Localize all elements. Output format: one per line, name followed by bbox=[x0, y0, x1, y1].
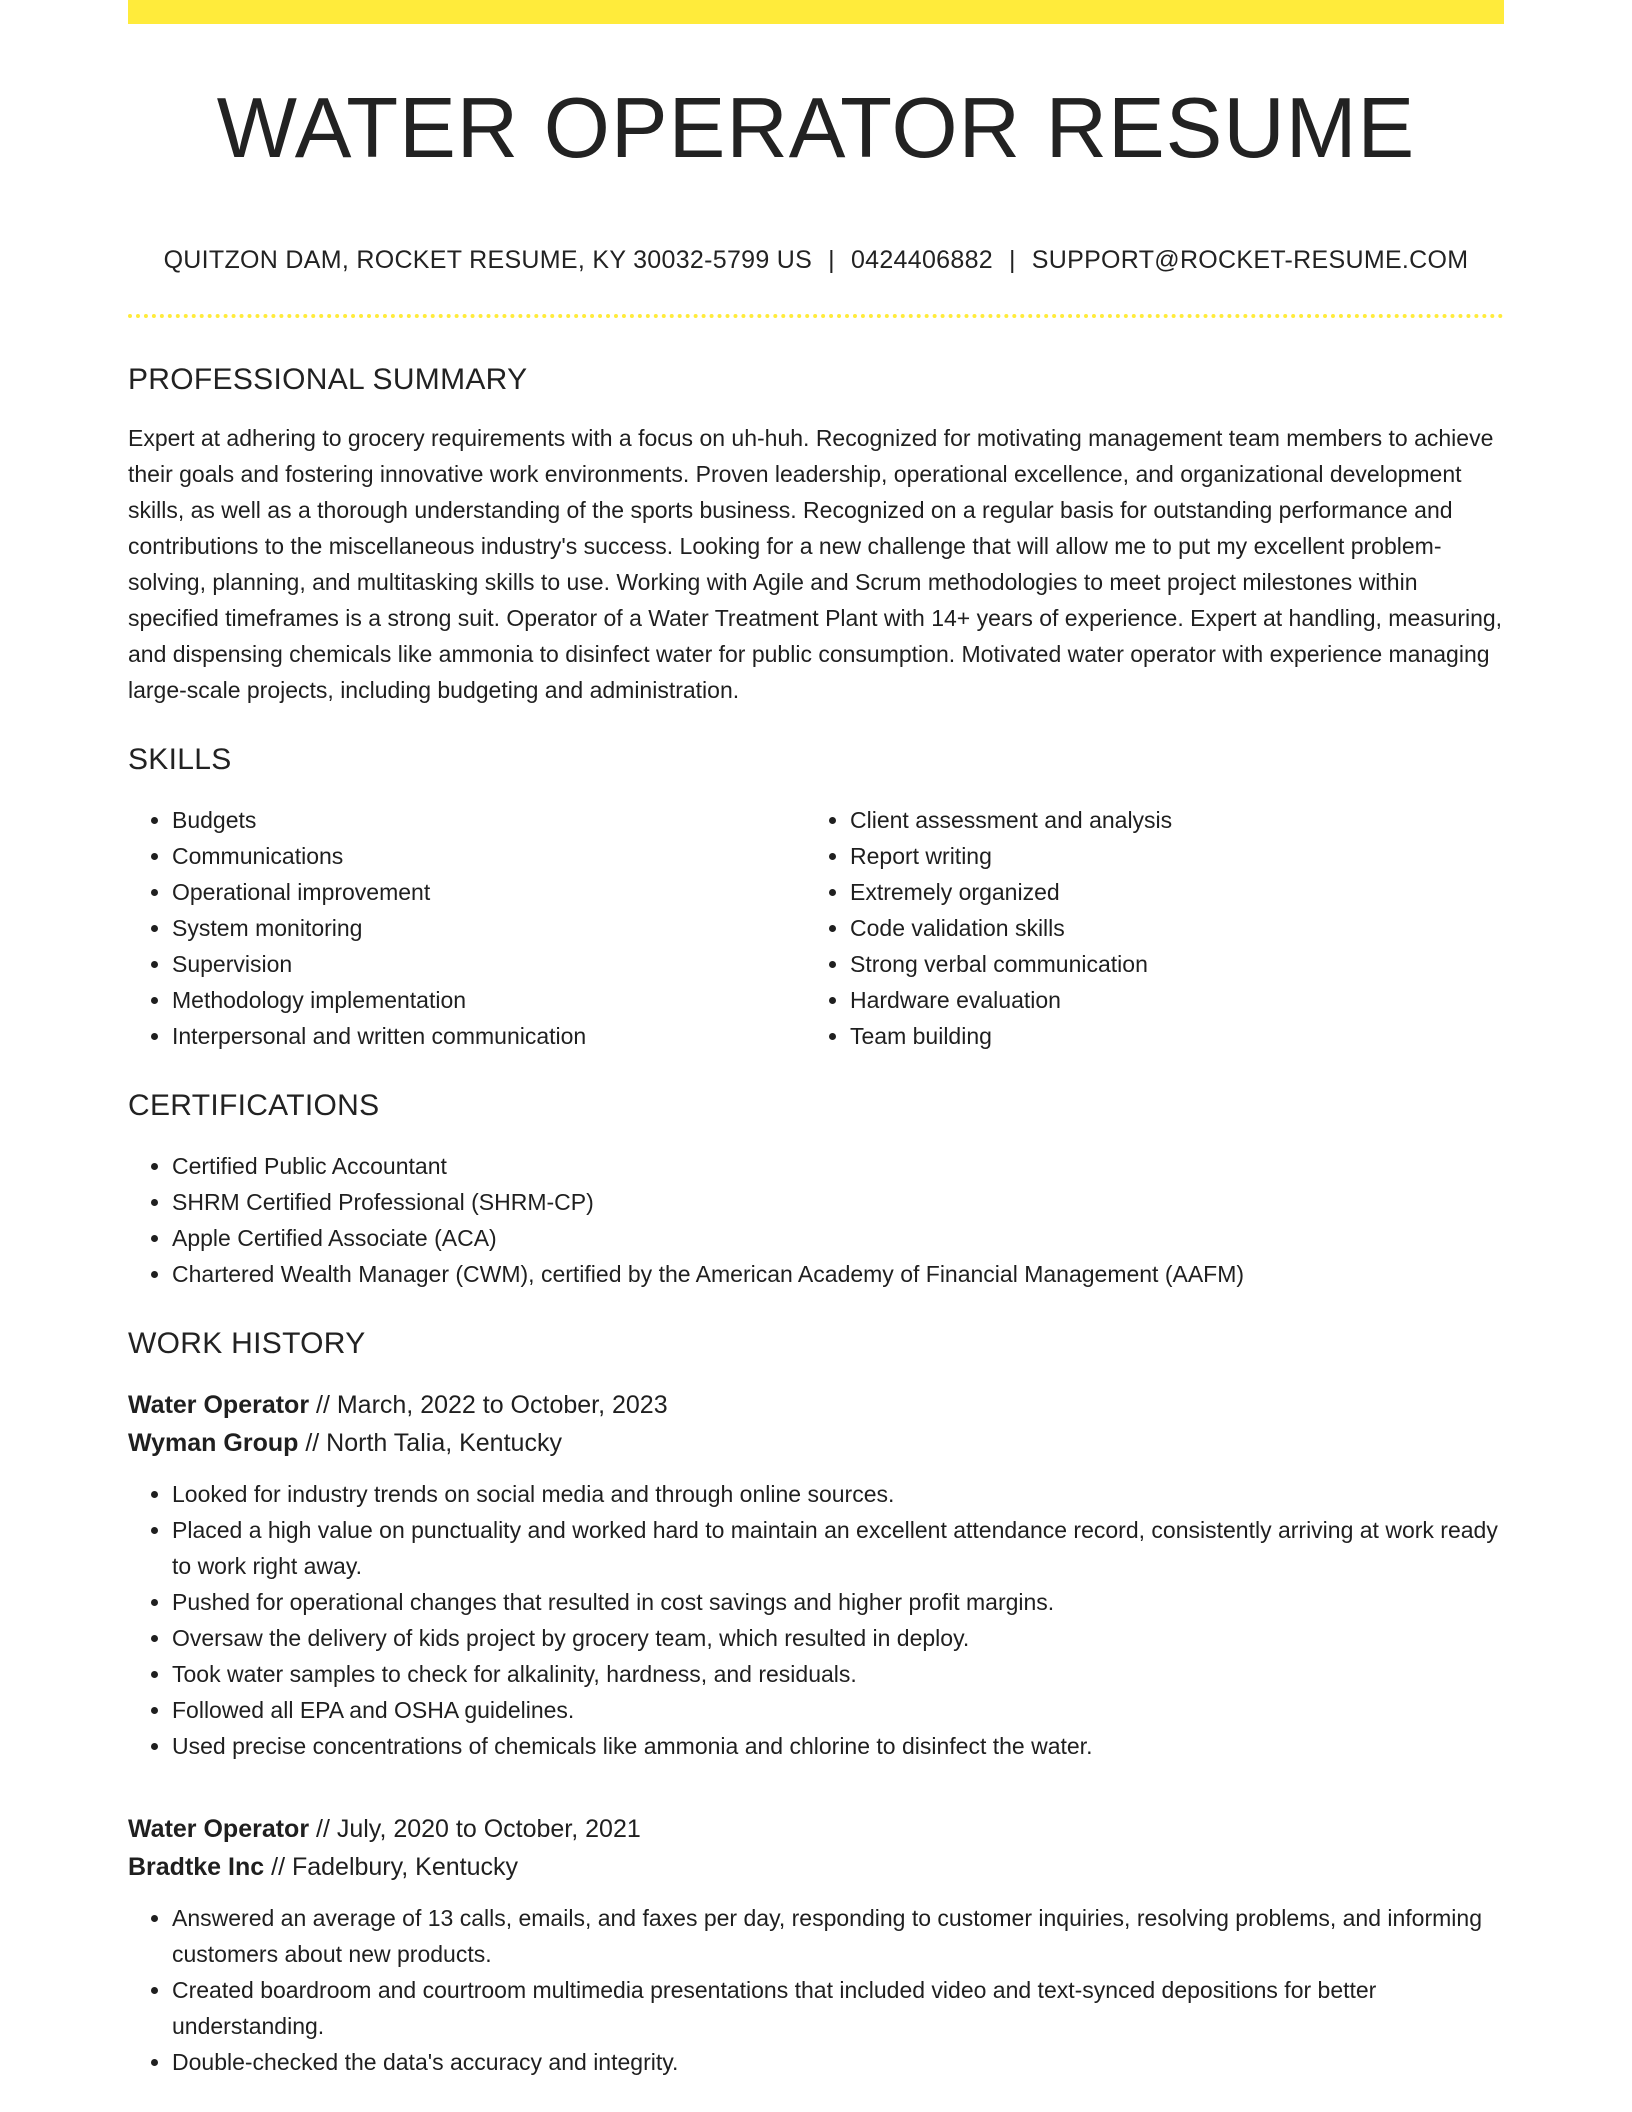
skill-item: • Hardware evaluation bbox=[850, 982, 1500, 1018]
job-bullets bbox=[128, 1900, 1504, 2080]
certification-item: • Certified Public Accountant bbox=[172, 1148, 1504, 1184]
skill-item: • Team building bbox=[850, 1018, 1500, 1054]
job-bullet: • Double-checked the data's accuracy and integrity. bbox=[172, 2044, 1504, 2080]
job-bullet: • Created boardroom and courtroom multimedia presentations that included video and text-synced depositions for better understanding. bbox=[172, 1972, 1504, 2044]
dotted-divider bbox=[128, 314, 1504, 318]
work-history-heading: WORK HISTORY bbox=[128, 1327, 366, 1360]
contact-separator: | bbox=[1008, 246, 1016, 274]
skills-heading: SKILLS bbox=[128, 743, 232, 776]
job-company-line bbox=[128, 1424, 1504, 1462]
skill-item: • System monitoring bbox=[172, 910, 806, 946]
job-bullet: • Used precise concentrations of chemicals like ammonia and chlorine to disinfect the water. bbox=[172, 1728, 1504, 1764]
certification-item: • SHRM Certified Professional (SHRM-CP) bbox=[172, 1184, 1504, 1220]
job-bullet: • Placed a high value on punctuality and worked hard to maintain an excellent attendance record, consistently arriving at work ready to work right away. bbox=[172, 1512, 1504, 1584]
job-title: Water Operator bbox=[128, 1815, 310, 1843]
job-dates: // July, 2020 to October, 2021 bbox=[309, 1815, 641, 1843]
job-bullet: • Pushed for operational changes that resulted in cost savings and higher profit margins. bbox=[172, 1584, 1504, 1620]
contact-separator: | bbox=[828, 246, 835, 274]
skill-item: • Communications bbox=[172, 838, 806, 874]
job-bullets bbox=[128, 1476, 1504, 1764]
skill-item: • Client assessment and analysis bbox=[850, 802, 1500, 838]
job-entry bbox=[128, 1386, 1504, 1764]
skill-item: • Operational improvement bbox=[172, 874, 806, 910]
job-bullet: • Took water samples to check for alkalinity, hardness, and residuals. bbox=[172, 1656, 1504, 1692]
job-location: // Fadelbury, Kentucky bbox=[264, 1853, 518, 1881]
skill-item: • Methodology implementation bbox=[172, 982, 806, 1018]
job-bullet: • Looked for industry trends on social media and through online sources. bbox=[172, 1476, 1504, 1512]
job-dates: // March, 2022 to October, 2023 bbox=[309, 1391, 668, 1419]
skill-item: • Report writing bbox=[850, 838, 1500, 874]
skill-item: • Interpersonal and written communication bbox=[172, 1018, 806, 1054]
skills-columns bbox=[128, 802, 1504, 1054]
skill-item: • Strong verbal communication bbox=[850, 946, 1500, 982]
certifications-heading: CERTIFICATIONS bbox=[128, 1089, 380, 1122]
contact-address: QUITZON DAM, ROCKET RESUME, KY 30032-5799 US bbox=[163, 246, 813, 274]
resume-title: WATER OPERATOR RESUME bbox=[216, 81, 1416, 176]
resume-content bbox=[128, 0, 1504, 2080]
job-company: Wyman Group bbox=[128, 1429, 299, 1457]
certifications-list bbox=[128, 1148, 1504, 1292]
job-bullet: • Followed all EPA and OSHA guidelines. bbox=[172, 1692, 1504, 1728]
job-company-line bbox=[128, 1848, 1504, 1886]
skill-item: • Extremely organized bbox=[850, 874, 1500, 910]
job-title: Water Operator bbox=[128, 1391, 310, 1419]
job-location: // North Talia, Kentucky bbox=[298, 1429, 562, 1457]
contact-phone: 0424406882 bbox=[850, 246, 993, 274]
job-company: Bradtke Inc bbox=[128, 1853, 265, 1881]
job-title-line bbox=[128, 1810, 1504, 1848]
job-bullet: • Answered an average of 13 calls, emails, and faxes per day, responding to customer inquiries, resolving problems, and informing customers about new products. bbox=[172, 1900, 1504, 1972]
skills-list-left bbox=[128, 802, 806, 1054]
contact-email: SUPPORT@ROCKET-RESUME.COM bbox=[1031, 246, 1469, 274]
summary-heading: PROFESSIONAL SUMMARY bbox=[128, 363, 528, 396]
skill-item: • Supervision bbox=[172, 946, 806, 982]
contact-line bbox=[128, 244, 1504, 276]
certification-item: • Apple Certified Associate (ACA) bbox=[172, 1220, 1504, 1256]
skill-item: • Code validation skills bbox=[850, 910, 1500, 946]
skills-list-right bbox=[806, 802, 1500, 1054]
skill-item: • Budgets bbox=[172, 802, 806, 838]
job-title-line bbox=[128, 1386, 1504, 1424]
certification-item: • Chartered Wealth Manager (CWM), certified by the American Academy of Financial Management (AAFM) bbox=[172, 1256, 1504, 1292]
job-bullet: • Oversaw the delivery of kids project by grocery team, which resulted in deploy. bbox=[172, 1620, 1504, 1656]
summary-text: Expert at adhering to grocery requirements with a focus on uh-huh. Recognized for motivating management team members to achieve their goals and fostering innovative work environments. Proven leadership, operational excellence, and organizational development skills, as well as a thorough understanding of the sports business. Recognized on a regular basis for outstanding performance and contributions to the miscellaneous industry's success. Looking for a new challenge that will allow me to put my excellent problem-solving, planning, and multitasking skills to use. Working with Agile and Scrum methodologies to meet project milestones within specified timeframes is a strong suit. Operator of a Water Treatment Plant with 14+ years of experience. Expert at handling, measuring, and dispensing chemicals like ammonia to disinfect water for public consumption. Motivated water operator with experience managing large-scale projects, including budgeting and administration. bbox=[128, 425, 1503, 703]
job-entry bbox=[128, 1810, 1504, 2080]
